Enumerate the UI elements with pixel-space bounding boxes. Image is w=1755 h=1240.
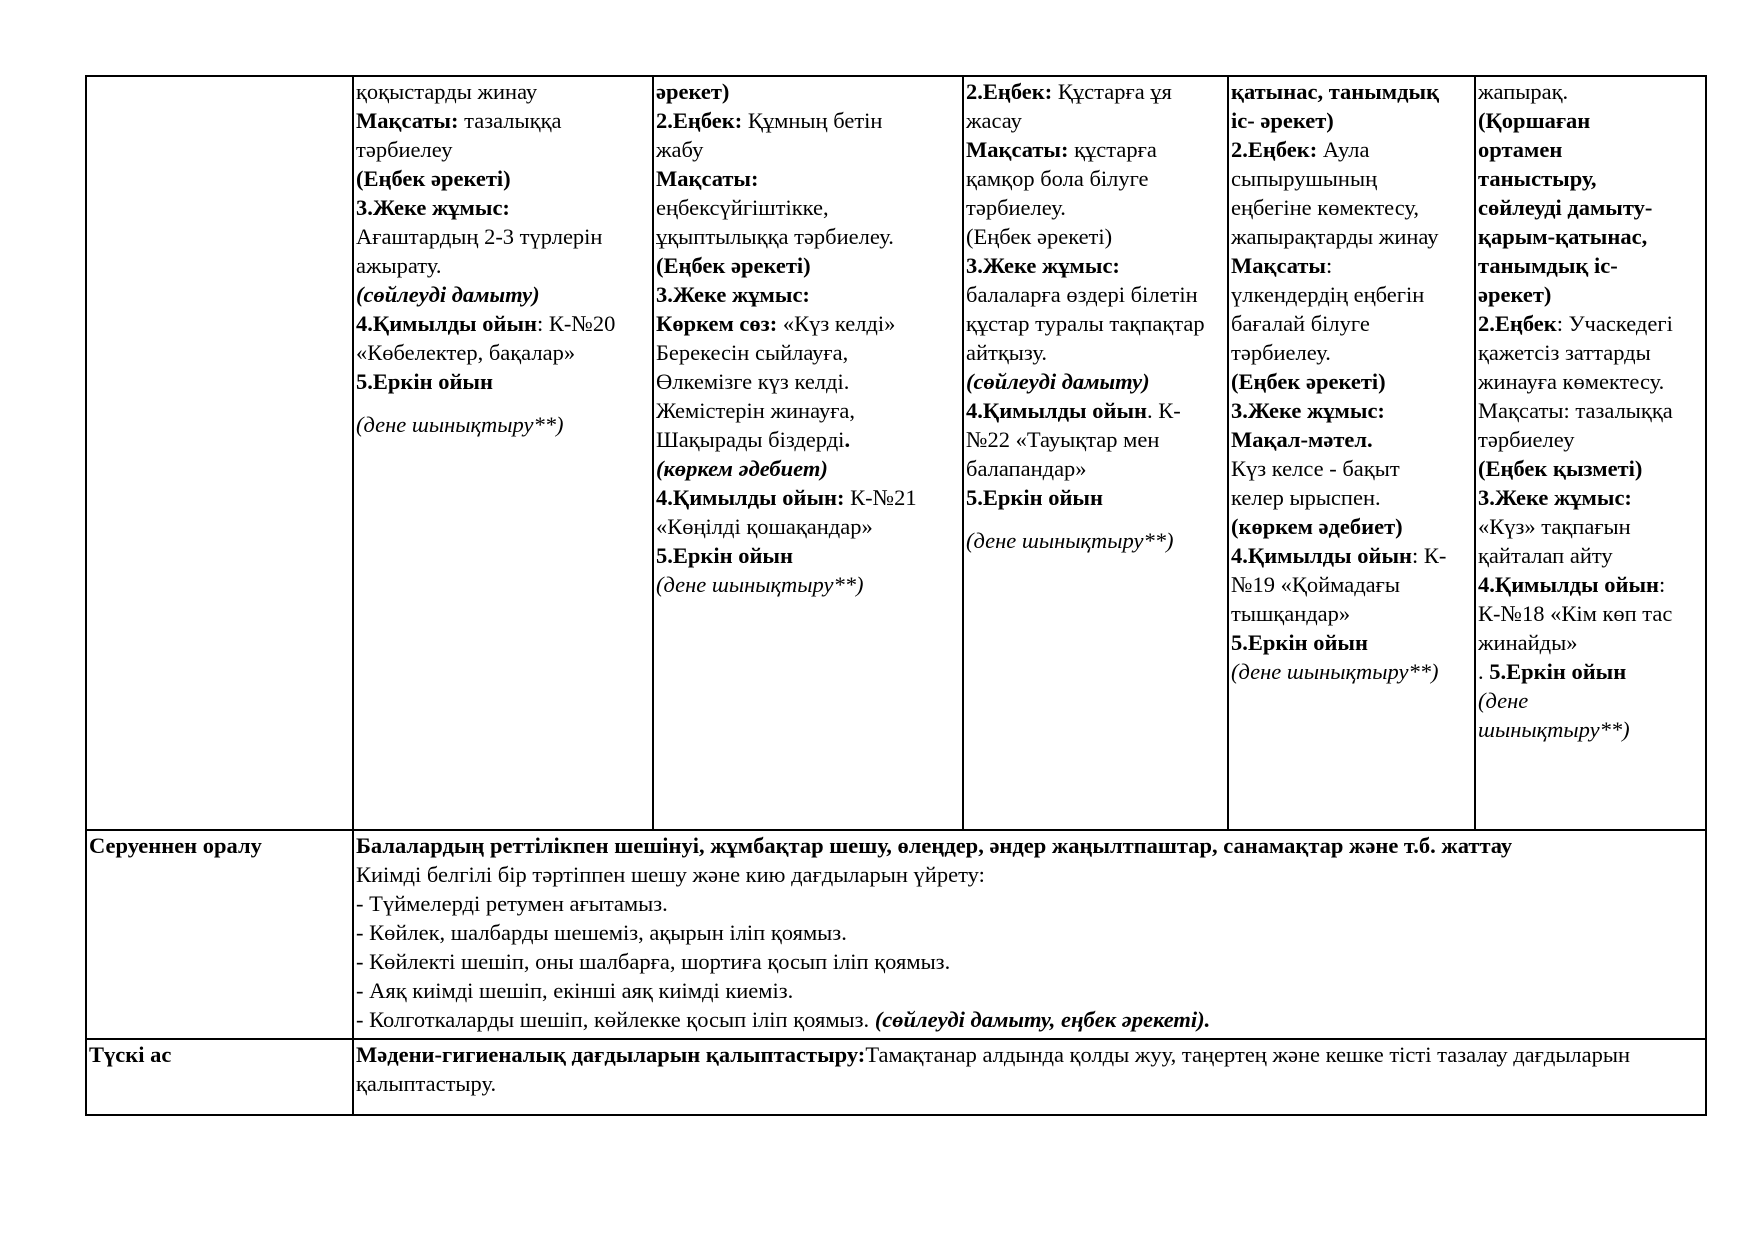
section-heading: 4.Қимылды ойын — [1231, 543, 1412, 568]
list-item: - Колготкаларды шешіп, көйлекке қосып іліп қоямыз. (сөйлеуді дамыту, еңбек әрекеті). — [356, 1007, 1211, 1032]
subject-tag: (көркем әдебиет) — [656, 456, 828, 481]
section-heading: 3.Жеке жұмыс: — [656, 282, 810, 307]
section-heading: 2.Еңбек: — [966, 79, 1053, 104]
activity-type: (Еңбек әрекеті) — [356, 166, 511, 191]
list-item: - Аяқ киімді шешіп, екінші аяқ киімді киеміз. — [356, 978, 794, 1003]
section-heading: 3.Жеке жұмыс: — [1478, 485, 1632, 510]
list-item: - Көйлек, шалбарды шешеміз, ақырын іліп қоямыз. — [356, 920, 847, 945]
subject-tag: (сөйлеуді дамыту) — [966, 369, 1150, 394]
row-title: Балалардың реттілікпен шешінуі, жұмбақтар шешу, өлеңдер, әндер жаңылтпаштар, санамақтар және т.б. жаттау — [356, 833, 1513, 858]
subject-tag: шынықтыру**) — [1478, 717, 1630, 742]
subject-tag: (сөйлеуді дамыту) — [356, 282, 540, 307]
row-label: Түскі ас — [86, 1039, 353, 1115]
goal-label: Мақсаты: — [966, 137, 1069, 162]
section-heading: 3.Жеке жұмыс: — [356, 195, 510, 220]
row-label-empty — [86, 76, 353, 830]
section-heading: 5.Еркін ойын — [1489, 659, 1627, 684]
goal-label: Мақсаты: — [656, 166, 759, 191]
day-column-2: әрекет) 2.Еңбек: Құмның бетін жабу Мақсаты: еңбексүйгіштікке, ұқыптылыққа тәрбиелеу. (Еңбек әрекеті) 3.Жеке жұмыс: Көркем сөз: «Күз келді» Берекесін сыйлауға, Өлкемізге күз келді. Жемістерін жинауға, Шақырады біздерді. (көркем әдебиет) 4.Қимылды ойын: К-№21 «Көңілді қошақандар» 5.Еркін ойын (дене шынықтыру**) — [653, 76, 963, 830]
row-title: Мәдени-гигиеналық дағдыларын қалыптастыру: — [356, 1042, 866, 1067]
goal-label: Мақсаты — [1231, 253, 1326, 278]
section-heading: 5.Еркін ойын — [656, 543, 793, 568]
section-heading: 5.Еркін ойын — [1231, 630, 1368, 655]
activity-type: (Еңбек әрекеті) — [966, 224, 1113, 249]
section-heading: 4.Қимылды ойын: — [656, 485, 845, 510]
row-content: Мәдени-гигиеналық дағдыларын қалыптастыру:Тамақтанар алдында қолды жуу, таңертең және кешке тісті тазалау дағдыларын қалыптастыру. — [353, 1039, 1706, 1115]
list-item: - Көйлекті шешіп, оны шалбарға, шортиға қосып іліп қоямыз. — [356, 949, 951, 974]
subject-tag: (дене шынықтыру**) — [656, 572, 864, 597]
section-heading: 4.Қимылды ойын — [356, 311, 537, 336]
table-row-return-from-walk — [86, 830, 1706, 1039]
subject-tag: (дене шынықтыру**) — [966, 528, 1174, 553]
table-row-activities — [86, 76, 1706, 830]
section-heading: 2.Еңбек: — [656, 108, 743, 133]
section-heading: 3.Жеке жұмыс: — [966, 253, 1120, 278]
row-label: Серуеннен оралу — [86, 830, 353, 1039]
daily-plan-table — [85, 75, 1707, 1116]
section-heading: 4.Қимылды ойын — [966, 398, 1147, 423]
section-heading: 2.Еңбек — [1478, 311, 1557, 336]
subject-tag: (дене — [1478, 688, 1529, 713]
section-heading: 2.Еңбек: — [1231, 137, 1318, 162]
goal-label: Мақсаты: тазалыққа — [1478, 398, 1673, 423]
section-heading: 5.Еркін ойын — [966, 485, 1103, 510]
subject-tag: (дене шынықтыру**) — [1231, 659, 1439, 684]
row-content: Балалардың реттілікпен шешінуі, жұмбақтар шешу, өлеңдер, әндер жаңылтпаштар, санамақтар және т.б. жаттау Киімді белгілі бір тәртіппен шешу және кию дағдыларын үйрету: - Түймелерді ретумен ағытамыз. - Көйлек, шалбарды шешеміз, ақырын іліп қоямыз. - Көйлекті шешіп, оны шалбарға, шортиға қосып іліп қоямыз. - Аяқ киімді шешіп, екінші аяқ киімді киеміз. - Колготкаларды шешіп, көйлекке қосып іліп қоямыз. (сөйлеуді дамыту, еңбек әрекеті). — [353, 830, 1706, 1039]
activity-type: (Еңбек қызметі) — [1478, 456, 1643, 481]
day-column-3: 2.Еңбек: Құстарға ұя жасау Мақсаты: құстарға қамқор бола білуге тәрбиелеу. (Еңбек әрекеті) 3.Жеке жұмыс: балаларға өздері білетін құстар туралы тақпақтар айтқызу. (сөйлеуді дамыту) 4.Қимылды ойын. К- №22 «Тауықтар мен балапандар» 5.Еркін ойын (дене шынықтыру**) — [963, 76, 1228, 830]
subject-tag: (сөйлеуді дамыту, еңбек әрекеті). — [874, 1007, 1211, 1032]
subject-tag: (дене шынықтыру**) — [356, 412, 564, 437]
day-column-5: жапырақ. (Қоршаған ортамен таныстыру, сөйлеуді дамыту- қарым-қатынас, танымдық іс- әрекет) 2.Еңбек: Учаскедегі қажетсіз заттарды жинауға көмектесу. Мақсаты: тазалыққа тәрбиелеу (Еңбек қызметі) 3.Жеке жұмыс: «Күз» тақпағын қайталап айту 4.Қимылды ойын: К-№18 «Кім көп тас жинайды» . 5.Еркін ойын (дене шынықтыру**) — [1475, 76, 1706, 830]
list-item: - Түймелерді ретумен ағытамыз. — [356, 891, 668, 916]
table-row-lunch — [86, 1039, 1706, 1115]
section-heading: 5.Еркін ойын — [356, 369, 493, 394]
subject-tag: (көркем әдебиет) — [1231, 514, 1403, 539]
activity-type: (Еңбек әрекеті) — [1231, 369, 1386, 394]
day-column-1: қоқыстарды жинау Мақсаты: тазалыққа тәрбиелеу (Еңбек әрекеті) 3.Жеке жұмыс: Ағаштардың 2-3 түрлерін ажырату. (сөйлеуді дамыту) 4.Қимылды ойын: К-№20 «Көбелектер, бақалар» 5.Еркін ойын (дене шынықтыру**) — [353, 76, 653, 830]
section-heading: 4.Қимылды ойын — [1478, 572, 1659, 597]
goal-label: Мақсаты: — [356, 108, 459, 133]
activity-type: (Еңбек әрекеті) — [656, 253, 811, 278]
day-column-4: қатынас, танымдық іс- әрекет) 2.Еңбек: Аула сыпырушының еңбегіне көмектесу, жапырақтарды жинау Мақсаты: үлкендердің еңбегін бағалай білуге тәрбиелеу. (Еңбек әрекеті) 3.Жеке жұмыс: Мақал-мәтел. Күз келсе - бақыт келер ырыспен. (көркем әдебиет) 4.Қимылды ойын: К- №19 «Қоймадағы тышқандар» 5.Еркін ойын (дене шынықтыру**) — [1228, 76, 1475, 830]
section-heading: 3.Жеке жұмыс: — [1231, 398, 1385, 423]
text-line: қоқыстарды жинау — [356, 79, 538, 104]
